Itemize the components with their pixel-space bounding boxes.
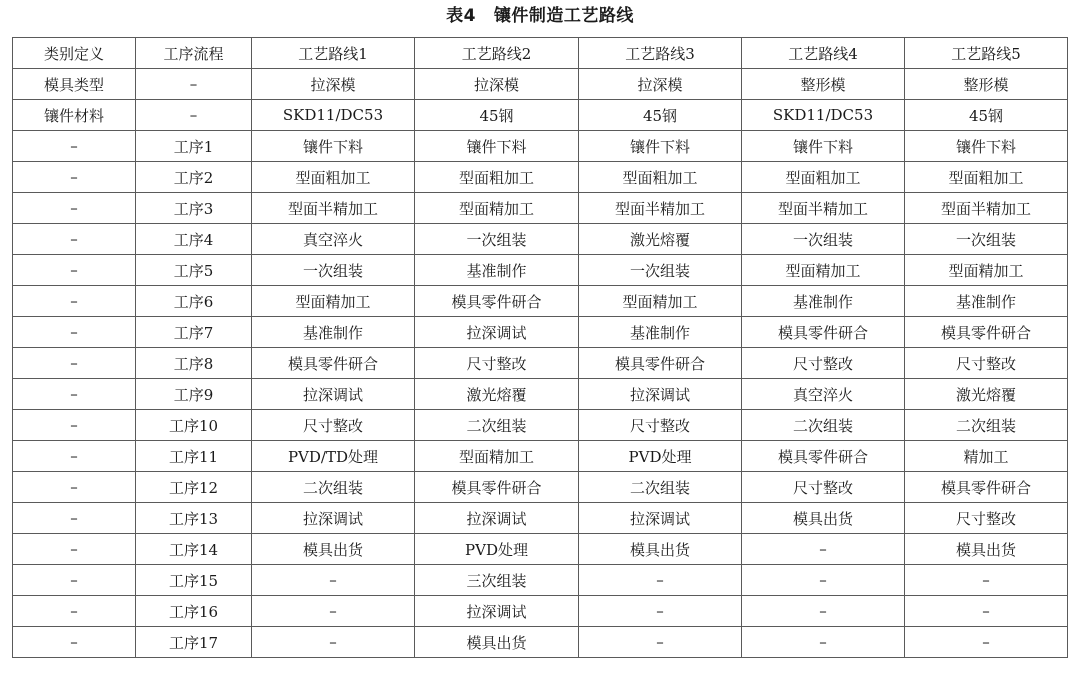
table-cell: 模具零件研合 [252,348,415,379]
table-cell: – [13,286,136,317]
table-cell: – [13,534,136,565]
table-cell: 基准制作 [742,286,905,317]
table-cell: 工序10 [136,410,252,441]
table-row [13,286,1068,317]
table-cell: – [742,534,905,565]
table-cell: 镶件下料 [252,131,415,162]
table-cell: 型面粗加工 [579,162,742,193]
table-cell: 模具出货 [579,534,742,565]
table-cell: 二次组装 [579,472,742,503]
table-cell: 模具零件研合 [905,472,1068,503]
table-cell: 模具出货 [742,503,905,534]
table-cell: 尺寸整改 [905,503,1068,534]
table-cell: – [13,596,136,627]
table-cell: 型面精加工 [905,255,1068,286]
table-cell: – [742,565,905,596]
table-cell: – [13,627,136,658]
table-body [13,69,1068,658]
table-cell: 模具零件研合 [905,317,1068,348]
table-cell: – [13,410,136,441]
table-cell: 基准制作 [415,255,579,286]
table-cell: 工序14 [136,534,252,565]
table-cell: 尺寸整改 [905,348,1068,379]
header-cell: 类别定义 [13,38,136,69]
table-cell: 整形模 [905,69,1068,100]
table-cell: 模具出货 [905,534,1068,565]
header-cell: 工艺路线2 [415,38,579,69]
table-cell: 型面精加工 [415,441,579,472]
table-row [13,565,1068,596]
table-cell: 模具出货 [415,627,579,658]
table-cell: 激光熔覆 [579,224,742,255]
table-cell: 型面粗加工 [742,162,905,193]
table-row [13,131,1068,162]
table-cell: 镶件下料 [579,131,742,162]
table-cell: 45钢 [579,100,742,131]
table-cell: 工序16 [136,596,252,627]
header-cell: 工序流程 [136,38,252,69]
table-cell: SKD11/DC53 [742,100,905,131]
table-row [13,472,1068,503]
table-cell: PVD/TD处理 [252,441,415,472]
table-cell: 工序7 [136,317,252,348]
table-cell: 型面半精加工 [905,193,1068,224]
table-row [13,410,1068,441]
table-cell: 工序12 [136,472,252,503]
table-caption [0,4,1080,28]
header-cell: 工艺路线3 [579,38,742,69]
table-cell: 模具类型 [13,69,136,100]
table-cell: PVD处理 [415,534,579,565]
table-cell: – [742,596,905,627]
table-cell: 拉深模 [579,69,742,100]
table-cell: 拉深调试 [415,317,579,348]
table-cell: – [13,162,136,193]
table-row [13,69,1068,100]
table-cell: 镶件材料 [13,100,136,131]
table-cell: – [13,348,136,379]
table-cell: 拉深模 [415,69,579,100]
table-cell: 工序11 [136,441,252,472]
table-cell: 基准制作 [905,286,1068,317]
table-cell: – [136,69,252,100]
table-cell: 二次组装 [742,410,905,441]
table-cell: – [13,224,136,255]
table-cell: – [905,565,1068,596]
table-cell: – [13,193,136,224]
table-row [13,162,1068,193]
table-cell: 工序5 [136,255,252,286]
table-header-row [13,38,1068,69]
table-row [13,627,1068,658]
table-cell: 型面半精加工 [252,193,415,224]
table-cell: 型面半精加工 [579,193,742,224]
table-cell: 尺寸整改 [579,410,742,441]
table-cell: 激光熔覆 [415,379,579,410]
table-cell: – [579,596,742,627]
table-cell: 工序4 [136,224,252,255]
table-cell: 型面粗加工 [252,162,415,193]
table-cell: 模具出货 [252,534,415,565]
table-row [13,224,1068,255]
table-cell: 工序3 [136,193,252,224]
table-cell: – [742,627,905,658]
table-cell: 工序8 [136,348,252,379]
table-row [13,100,1068,131]
table-cell: 拉深模 [252,69,415,100]
process-route-table [12,37,1068,658]
table-cell: 型面精加工 [252,286,415,317]
table-cell: 工序2 [136,162,252,193]
table-cell: 工序15 [136,565,252,596]
table-row [13,193,1068,224]
table-cell: 型面精加工 [579,286,742,317]
table-cell: 型面精加工 [415,193,579,224]
table-cell: PVD处理 [579,441,742,472]
table-cell: 尺寸整改 [742,472,905,503]
table-cell: 型面半精加工 [742,193,905,224]
table-cell: 基准制作 [579,317,742,348]
table-cell: 尺寸整改 [252,410,415,441]
table-row [13,441,1068,472]
table-row [13,348,1068,379]
table-cell: – [905,596,1068,627]
table-cell: 镶件下料 [742,131,905,162]
table-cell: 模具零件研合 [415,472,579,503]
table-cell: 45钢 [905,100,1068,131]
table-cell: 激光熔覆 [905,379,1068,410]
table-cell: – [905,627,1068,658]
table-cell: – [252,565,415,596]
table-cell: 二次组装 [415,410,579,441]
table-title: 镶件制造工艺路线 [493,6,634,26]
table-cell: 工序13 [136,503,252,534]
table-row [13,503,1068,534]
table-cell: 一次组装 [905,224,1068,255]
table-cell: 一次组装 [252,255,415,286]
table-row [13,255,1068,286]
table-row [13,379,1068,410]
table-cell: – [13,131,136,162]
table-cell: – [136,100,252,131]
table-row [13,317,1068,348]
table-cell: 基准制作 [252,317,415,348]
table-cell: – [252,627,415,658]
header-cell: 工艺路线4 [742,38,905,69]
table-cell: – [579,627,742,658]
header-cell: 工艺路线1 [252,38,415,69]
table-row [13,596,1068,627]
table-cell: 工序17 [136,627,252,658]
table-cell: – [13,503,136,534]
table-cell: 型面精加工 [742,255,905,286]
table-cell: 一次组装 [415,224,579,255]
table-row [13,534,1068,565]
table-cell: 一次组装 [579,255,742,286]
table-cell: – [579,565,742,596]
table-cell: 拉深调试 [415,503,579,534]
table-cell: 模具零件研合 [415,286,579,317]
table-cell: – [13,441,136,472]
table-cell: 整形模 [742,69,905,100]
table-cell: – [13,472,136,503]
table-cell: 型面粗加工 [415,162,579,193]
table-cell: 镶件下料 [415,131,579,162]
table-cell: 模具零件研合 [742,317,905,348]
table-cell: – [13,565,136,596]
table-cell: 二次组装 [252,472,415,503]
table-cell: 45钢 [415,100,579,131]
table-cell: 模具零件研合 [579,348,742,379]
table-cell: 型面粗加工 [905,162,1068,193]
table-cell: 拉深调试 [579,503,742,534]
table-cell: 工序1 [136,131,252,162]
table-cell: 真空淬火 [742,379,905,410]
table-cell: 一次组装 [742,224,905,255]
table-cell: – [13,255,136,286]
table-cell: 拉深调试 [579,379,742,410]
table-cell: 精加工 [905,441,1068,472]
table-cell: 工序9 [136,379,252,410]
table-cell: – [13,317,136,348]
table-cell: 拉深调试 [252,503,415,534]
table-cell: 二次组装 [905,410,1068,441]
table-cell: 拉深调试 [252,379,415,410]
header-cell: 工艺路线5 [905,38,1068,69]
table-cell: 三次组装 [415,565,579,596]
table-number: 表4 [446,6,476,26]
table-cell: 模具零件研合 [742,441,905,472]
table-cell: SKD11/DC53 [252,100,415,131]
table-cell: 拉深调试 [415,596,579,627]
table-cell: 镶件下料 [905,131,1068,162]
table-cell: – [13,379,136,410]
table-cell: 尺寸整改 [415,348,579,379]
table-cell: 尺寸整改 [742,348,905,379]
table-cell: 工序6 [136,286,252,317]
table-cell: 真空淬火 [252,224,415,255]
table-cell: – [252,596,415,627]
